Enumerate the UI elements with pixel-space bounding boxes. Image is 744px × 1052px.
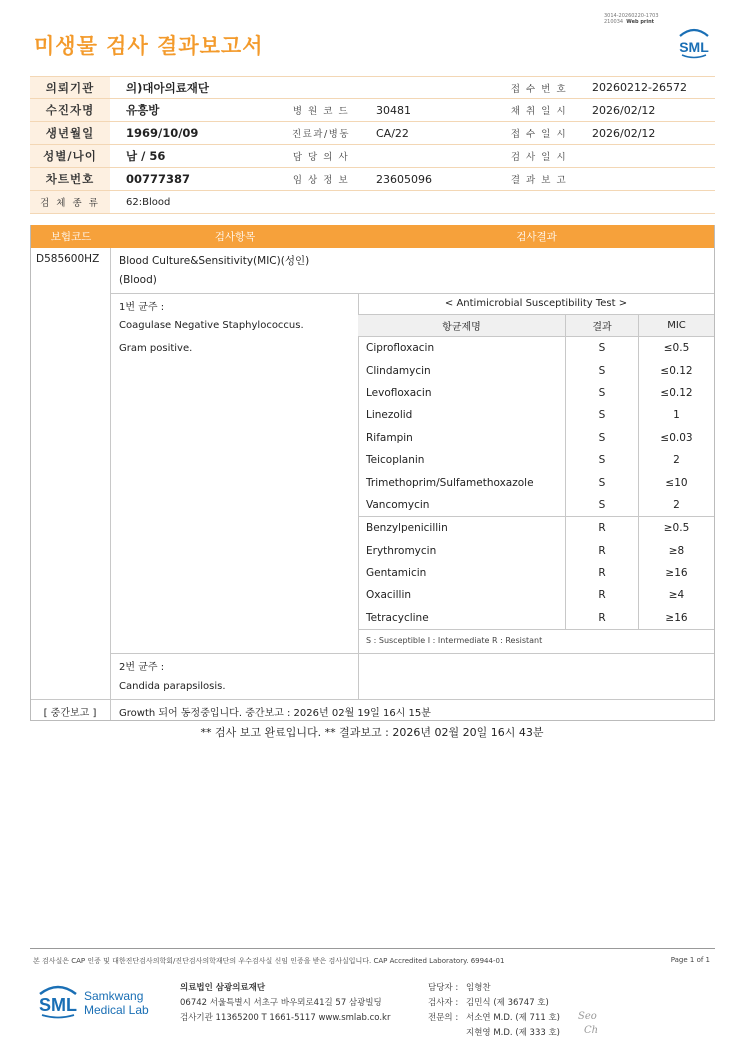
header-item: 검사항목 — [214, 231, 256, 243]
antibiotic-name: Rifampin — [366, 431, 413, 444]
susceptibility-result: R — [565, 562, 638, 584]
final-report-text: ** 검사 보고 완료입니다. ** 결과보고 : 2026년 02월 20일 16시 43분 — [200, 726, 544, 739]
mic-value: ≥8 — [638, 540, 714, 562]
antibiotic-name: Trimethoprim/Sulfamethoxazole — [366, 476, 534, 489]
ast-row — [358, 607, 714, 629]
ast-table — [358, 293, 714, 651]
info-label: 접 수 일 시 — [510, 129, 568, 140]
ast-title: < Antimicrobial Susceptibility Test > — [358, 293, 714, 315]
susceptibility-result: R — [565, 584, 638, 606]
test-code: D585600HZ — [36, 253, 100, 265]
mic-value: ≤0.12 — [638, 359, 714, 381]
info-value: 2026/02/12 — [592, 103, 656, 117]
ast-row — [358, 449, 714, 471]
staff-line: 지현영 M.D. (제 333 호) — [466, 1028, 561, 1038]
antibiotic-name: Clindamycin — [366, 364, 431, 377]
page-number: Page 1 of 1 — [670, 956, 710, 964]
info-row — [30, 76, 715, 99]
mic-value: 1 — [638, 404, 714, 426]
staff-info — [428, 981, 560, 1041]
info-label: 담 당 의 사 — [292, 152, 350, 163]
antibiotic-name: Teicoplanin — [366, 454, 425, 467]
sml-logo-icon — [674, 24, 714, 60]
info-row-specimen — [30, 191, 715, 214]
susceptibility-result: S — [565, 449, 638, 471]
mic-value: ≥16 — [638, 562, 714, 584]
interim-label: [ 중간보고 ] — [43, 708, 97, 719]
antibiotic-name: Benzylpenicillin — [366, 522, 448, 535]
company-info: 의료법인 삼광의료재단 06742 서울특별시 서초구 바우뫼로41길 57 삼광빌딩 검사기관 11365200 T 1661-5117 www.smlab.co.kr — [180, 983, 391, 1023]
susceptibility-result: R — [565, 540, 638, 562]
info-value: CA/22 — [376, 126, 409, 140]
antibiotic-name: Linezolid — [366, 409, 413, 422]
info-value: 의)대아의료재단 — [126, 80, 210, 95]
mic-value: ≥0.5 — [638, 517, 714, 539]
organism1-name: Coagulase Negative Staphylococcus. — [119, 320, 304, 331]
info-value: 2026/02/12 — [592, 126, 656, 140]
info-label: 임 상 정 보 — [292, 175, 350, 186]
page-title: 미생물 검사 결과보고서 — [34, 34, 264, 58]
info-value: 1969/10/09 — [126, 126, 199, 140]
info-value: 유흥방 — [126, 103, 160, 117]
svg-text:Samkwang: Samkwang — [84, 989, 144, 1003]
susceptibility-result: S — [565, 404, 638, 426]
print-info: 3014-20260220-1703 210034 Web print — [604, 13, 659, 25]
info-value: 20260212-26572 — [592, 81, 687, 94]
antibiotic-name: Ciprofloxacin — [366, 342, 435, 355]
ast-row — [358, 517, 714, 539]
ast-row — [358, 337, 714, 359]
info-label: 진료과/병동 — [291, 129, 351, 140]
info-row — [30, 122, 715, 145]
organism2-label: 2번 균주 : — [119, 662, 165, 673]
ast-legend: S : Susceptible I : Intermediate R : Resistant — [358, 629, 714, 651]
info-label: 결 과 보 고 — [510, 175, 568, 186]
antibiotic-name: Oxacillin — [366, 589, 412, 602]
svg-text:SML: SML — [679, 39, 709, 55]
antibiotic-name: Vancomycin — [366, 498, 430, 511]
staff-line: 검사자 : 김민식 (제 36747 호) — [428, 998, 549, 1008]
staff-line: 전문의 : 서소연 M.D. (제 711 호) — [428, 1013, 561, 1023]
specimen-label: 검 체 종 류 — [30, 191, 110, 213]
footer-divider — [30, 948, 715, 949]
info-value: 30481 — [376, 103, 411, 117]
info-label: 수진자명 — [30, 99, 110, 121]
susceptibility-result: S — [565, 382, 638, 404]
antibiotic-name: Gentamicin — [366, 567, 427, 580]
mic-value: 2 — [638, 494, 714, 516]
ast-row — [358, 471, 714, 493]
col-antibiotic: 항균제명 — [442, 322, 481, 333]
signature-icon-2: Ch — [584, 1025, 599, 1036]
susceptibility-result: S — [565, 337, 638, 359]
ast-row — [358, 427, 714, 449]
organism1-gram: Gram positive. — [119, 343, 193, 354]
mic-value: ≥4 — [638, 584, 714, 606]
info-label: 병 원 코 드 — [292, 106, 350, 117]
mic-value: ≤0.5 — [638, 337, 714, 359]
susceptibility-result: R — [565, 517, 638, 539]
header-result: 검사결과 — [516, 231, 557, 243]
antibiotic-name: Tetracycline — [366, 611, 429, 624]
ast-row — [358, 404, 714, 426]
info-label: 차트번호 — [30, 168, 110, 190]
info-label: 접 수 번 호 — [510, 83, 568, 95]
info-row — [30, 99, 715, 122]
col-mic: MIC — [638, 315, 714, 336]
footer-note: 본 검사실은 CAP 인증 및 대한진단검사의학회/진단검사의학재단의 우수검사실 신임 인증을 받은 검사실입니다. CAP Accredited Laboratory. 69944-01 — [33, 957, 505, 965]
info-row — [30, 145, 715, 168]
test-specimen: (Blood) — [119, 274, 157, 286]
organism2-name: Candida parapsilosis. — [119, 681, 226, 692]
susceptibility-result: R — [565, 607, 638, 629]
antibiotic-name: Levofloxacin — [366, 386, 432, 399]
info-value: 남 / 56 — [126, 149, 166, 163]
test-name: Blood Culture&Sensitivity(MIC)(성인) — [119, 255, 310, 267]
info-row — [30, 168, 715, 191]
info-label: 생년월일 — [30, 122, 110, 144]
ast-row — [358, 382, 714, 404]
signature-icon: Seo — [578, 1011, 597, 1022]
svg-text:Medical Lab: Medical Lab — [84, 1003, 149, 1017]
ast-row — [358, 540, 714, 562]
ast-row — [358, 584, 714, 606]
samkwang-logo-icon — [36, 980, 166, 1020]
susceptibility-result: S — [565, 494, 638, 516]
staff-line: 담당자 : 임형찬 — [428, 983, 491, 993]
info-label: 의뢰기관 — [30, 77, 110, 98]
mic-value: 2 — [638, 449, 714, 471]
info-label: 검 사 일 시 — [510, 152, 568, 163]
info-value: 23605096 — [376, 172, 432, 186]
ast-columns — [358, 315, 714, 337]
patient-info — [30, 76, 715, 214]
info-value: 00777387 — [126, 172, 191, 186]
ast-row — [358, 359, 714, 381]
susceptibility-result: S — [565, 359, 638, 381]
mic-value: ≤0.12 — [638, 382, 714, 404]
mic-value: ≤0.03 — [638, 427, 714, 449]
col-result: 결과 — [565, 315, 638, 336]
header-code: 보험코드 — [50, 231, 92, 243]
susceptibility-result: S — [565, 471, 638, 493]
results-header — [31, 225, 714, 248]
specimen-value: 62:Blood — [126, 196, 171, 208]
svg-text:SML: SML — [39, 995, 77, 1015]
ast-row — [358, 562, 714, 584]
ast-row — [358, 494, 714, 516]
antibiotic-name: Erythromycin — [366, 544, 437, 557]
susceptibility-result: S — [565, 427, 638, 449]
info-label: 채 취 일 시 — [510, 106, 568, 117]
mic-value: ≥16 — [638, 607, 714, 629]
mic-value: ≤10 — [638, 471, 714, 493]
organism1-label: 1번 균주 : — [119, 302, 165, 313]
interim-text: Growth 되어 동정중입니다. 중간보고 : 2026년 02월 19일 16시 15분 — [119, 708, 431, 719]
info-label: 성별/나이 — [30, 145, 110, 167]
